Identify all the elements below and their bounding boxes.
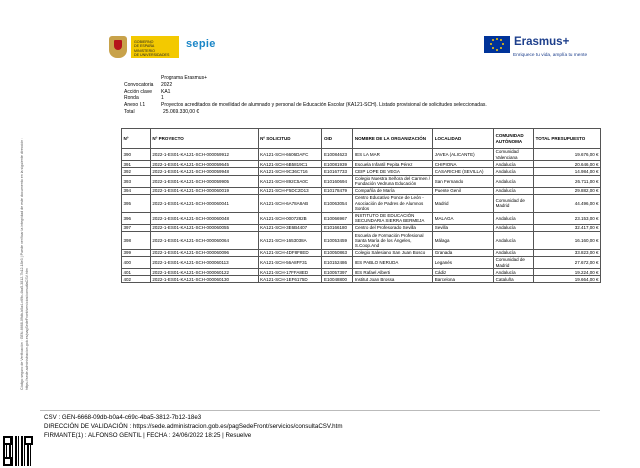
csv-code: CSV : GEN-6668-09db-b0a4-c69c-4ba5-3812-7b12-18e3 xyxy=(44,414,202,421)
cell-oid: E10057397 xyxy=(322,269,353,276)
table-row xyxy=(122,175,601,187)
cell-project: 2022-1-ES01-KA121-SCH-000060055 xyxy=(150,225,258,232)
cell-application: KA121-SCH-9C36C716 xyxy=(258,168,322,175)
cell-number: 390 xyxy=(122,149,151,161)
table-header-row xyxy=(122,129,601,149)
cell-project: 2022-1-ES01-KA121-SCH-000059905 xyxy=(150,175,258,187)
cell-budget: 19.676,00 € xyxy=(534,149,601,161)
header-number: Nº xyxy=(122,129,151,149)
cell-oid: E10066967 xyxy=(322,212,353,224)
cell-region: Andalucía xyxy=(494,232,534,250)
cell-region: Andalucía xyxy=(494,175,534,187)
header-application: Nº SOLICITUD xyxy=(258,129,322,149)
cell-locality: Málaga xyxy=(433,232,494,250)
table-row xyxy=(122,249,601,256)
cell-oid: E10160694 xyxy=(322,175,353,187)
cell-oid: E10166180 xyxy=(322,225,353,232)
table-row xyxy=(122,187,601,194)
cell-number: 398 xyxy=(122,232,151,250)
cell-oid: E10063054 xyxy=(322,194,353,212)
cell-project: 2022-1-ES01-KA121-SCH-000059645 xyxy=(150,161,258,168)
cell-organization: Compañía de María xyxy=(353,187,433,194)
cell-organization: IES PABLO NERUDA xyxy=(353,256,433,268)
cell-locality: Puente Genil xyxy=(433,187,494,194)
cell-number: 401 xyxy=(122,269,151,276)
cell-locality: Barcelona xyxy=(433,276,494,283)
header-organization: NOMBRE DE LA ORGANIZACIÓN xyxy=(353,129,433,149)
signature-footer xyxy=(44,413,343,440)
cell-number: 399 xyxy=(122,249,151,256)
cell-application: KA121-SCH-0007282B xyxy=(258,212,322,224)
cell-budget: 27.672,00 € xyxy=(534,256,601,268)
erasmus-name: Erasmus+ xyxy=(514,36,570,48)
qr-code-icon xyxy=(3,436,33,466)
cell-number: 392 xyxy=(122,168,151,175)
cell-application: KA121-SCH-6A78A8AB xyxy=(258,194,322,212)
cell-application: KA121-SCH-892C5A0C xyxy=(258,175,322,187)
table-row xyxy=(122,225,601,232)
cell-number: 396 xyxy=(122,212,151,224)
ministry-line-1: GOBIERNO xyxy=(134,40,154,44)
cell-organization: INSTITUTO DE EDUCACIÓN SECUNDARIA SIERRA BERMEJA xyxy=(353,212,433,224)
cell-region: Andalucía xyxy=(494,225,534,232)
cell-project: 2022-1-ES01-KA121-SCH-000060064 xyxy=(150,232,258,250)
cell-application: KA121-SCH-56A8FF31 xyxy=(258,256,322,268)
sepie-logo-text: sepie xyxy=(186,38,216,50)
cell-oid: E10084623 xyxy=(322,149,353,161)
anexo-label: Anexo I.1 xyxy=(124,102,146,109)
cell-budget: 26.711,00 € xyxy=(534,175,601,187)
cell-locality: Cádiz xyxy=(433,269,494,276)
cell-locality: JAVEA (ALICANTE) xyxy=(433,149,494,161)
cell-project: 2022-1-ES01-KA121-SCH-000060048 xyxy=(150,212,258,224)
cell-region: Andalucía xyxy=(494,187,534,194)
table-row xyxy=(122,212,601,224)
cell-organization: Centro del Profesorado Sevilla xyxy=(353,225,433,232)
anexo-value: Proyectos acreditados de movilidad de alumnado y personal de Educación Escolar (KA121-SCH). Listado provisional de solicitudes seleccionadas. xyxy=(161,102,487,109)
table-row xyxy=(122,168,601,175)
ronda-value: 1 xyxy=(161,95,164,102)
cell-organization: IES Rafael Alberti xyxy=(353,269,433,276)
cell-oid: E10152486 xyxy=(322,256,353,268)
table-row xyxy=(122,149,601,161)
cell-number: 394 xyxy=(122,187,151,194)
table-row xyxy=(122,256,601,268)
header-locality: LOCALIDAD xyxy=(433,129,494,149)
cell-number: 402 xyxy=(122,276,151,283)
accion-label: Acción clave xyxy=(124,88,153,95)
cell-region: Andalucía xyxy=(494,269,534,276)
signer-line: FIRMANTE(1) : ALFONSO GENTIL | FECHA : 24/06/2022 18:25 | Resuelve xyxy=(44,432,252,439)
cell-locality: Sevilla xyxy=(433,225,494,232)
cell-application: KA121-SCH-1EF6175D xyxy=(258,276,322,283)
cell-project: 2022-1-ES01-KA121-SCH-000060019 xyxy=(150,187,258,194)
cell-number: 400 xyxy=(122,256,151,268)
cell-region: Comunidad Valenciana xyxy=(494,149,534,161)
cell-project: 2022-1-ES01-KA121-SCH-000060096 xyxy=(150,249,258,256)
cell-number: 395 xyxy=(122,194,151,212)
programa-value: Programa Erasmus+ xyxy=(161,75,207,81)
cell-region: Andalucía xyxy=(494,212,534,224)
cell-organization: IES LA MAR xyxy=(353,149,433,161)
cell-application: KA121-SCH-6B5819C1 xyxy=(258,161,322,168)
cell-budget: 20.646,00 € xyxy=(534,161,601,168)
cell-organization: Centro Educativo Ponce de León - Asociación de Padres de Alumnos Sordos xyxy=(353,194,433,212)
cell-number: 391 xyxy=(122,161,151,168)
cell-budget: 16.160,00 € xyxy=(534,232,601,250)
cell-locality: Granada xyxy=(433,249,494,256)
accion-value: KA1 xyxy=(161,88,171,95)
header-project: Nº PROYECTO xyxy=(150,129,258,149)
ministry-band xyxy=(131,36,179,58)
summary-block xyxy=(124,75,487,116)
cell-application: KA121-SCH-6606DAFC xyxy=(258,149,322,161)
cell-locality: CHIPIONA xyxy=(433,161,494,168)
cell-oid: E10048800 xyxy=(322,276,353,283)
total-value: 25.069.330,00 € xyxy=(163,108,200,115)
erasmus-logo xyxy=(484,36,594,62)
convocatoria-label: Convocatoria xyxy=(124,81,154,88)
cell-budget: 29.882,00 € xyxy=(534,187,601,194)
table-row xyxy=(122,232,601,250)
cell-locality: MALAGA xyxy=(433,212,494,224)
validation-address[interactable]: DIRECCIÓN DE VALIDACIÓN : https://sede.administracion.gob.es/pagSedeFront/servicios/consultaCSV.htm xyxy=(44,423,343,430)
ministry-line-2: DE ESPAÑA xyxy=(134,44,155,49)
cell-oid: E10167733 xyxy=(322,168,353,175)
cell-organization: Institut Joan Brossa xyxy=(353,276,433,283)
cell-budget: 14.984,00 € xyxy=(534,168,601,175)
cell-oid: E10081939 xyxy=(322,161,353,168)
total-label: Total xyxy=(124,108,135,115)
cell-region: Andalucía xyxy=(494,249,534,256)
cell-oid: E10053459 xyxy=(322,232,353,250)
table-row xyxy=(122,194,601,212)
footer-divider xyxy=(40,410,600,411)
cell-application: KA121-SCH-1653038A xyxy=(258,232,322,250)
cell-region: Cataluña xyxy=(494,276,534,283)
cell-number: 397 xyxy=(122,225,151,232)
cell-project: 2022-1-ES01-KA121-SCH-000060122 xyxy=(150,269,258,276)
cell-locality: San Fernando xyxy=(433,175,494,187)
side-note-text: Código seguro de Verificación : GEN-6668-09db-b0a4-c69c-4ba5-3812-7b12-18e3 | Puede verificar la integridad de este documento en la siguiente dirección : https://sede.administracion.gob.es/pagSedeFront/servicios/consultaCSV.htm xyxy=(20,137,29,390)
cell-application: KA121-SCH-F5DC2D13 xyxy=(258,187,322,194)
cell-locality: CASARICHE (SEVILLA) xyxy=(433,168,494,175)
cell-organization: Colegio Nuestra Señora del Carmen / Fundación Vedruna Educación xyxy=(353,175,433,187)
cell-project: 2022-1-ES01-KA121-SCH-000060113 xyxy=(150,256,258,268)
cell-project: 2022-1-ES01-KA121-SCH-000059948 xyxy=(150,168,258,175)
coat-of-arms-icon xyxy=(109,36,127,58)
cell-project: 2022-1-ES01-KA121-SCH-000059912 xyxy=(150,149,258,161)
projects-table xyxy=(121,128,601,283)
cell-region: Comunidad de Madrid xyxy=(494,194,534,212)
header-budget: TOTAL PRESUPUESTO xyxy=(534,129,601,149)
cell-oid: E10178479 xyxy=(322,187,353,194)
ministry-line-4: DE UNIVERSIDADES xyxy=(134,53,170,58)
cell-region: Andalucía xyxy=(494,168,534,175)
cell-organization: CEIP LOPE DE VEGA xyxy=(353,168,433,175)
cell-budget: 19.664,00 € xyxy=(534,276,601,283)
cell-application: KA121-SCH-3E6B4407 xyxy=(258,225,322,232)
header-region: COMUNIDAD AUTÓNOMA xyxy=(494,129,534,149)
convocatoria-value: 2022 xyxy=(161,81,173,88)
table-row xyxy=(122,161,601,168)
cell-oid: E10050863 xyxy=(322,249,353,256)
cell-application: KA121-SCH-4DF8F8ED xyxy=(258,249,322,256)
table-row xyxy=(122,269,601,276)
cell-organization: Escuela Infantil Pepita Pérez xyxy=(353,161,433,168)
cell-region: Andalucía xyxy=(494,161,534,168)
header-oid: OID xyxy=(322,129,353,149)
cell-region: Comunidad de Madrid xyxy=(494,256,534,268)
cell-budget: 23.153,00 € xyxy=(534,212,601,224)
sepie-logo xyxy=(186,38,216,50)
cell-budget: 44.496,00 € xyxy=(534,194,601,212)
cell-organization: Escuela de Formación Profesional Santa María de los Ángeles, S.Coop.And xyxy=(353,232,433,250)
cell-budget: 32.417,00 € xyxy=(534,225,601,232)
cell-project: 2022-1-ES01-KA121-SCH-000060130 xyxy=(150,276,258,283)
eu-flag-icon xyxy=(484,36,510,53)
cell-project: 2022-1-ES01-KA121-SCH-000060041 xyxy=(150,194,258,212)
verification-side-note xyxy=(20,110,48,390)
ministry-line-3: MINISTERIO xyxy=(134,48,155,53)
cell-organization: Colegio Salesiano San Juan Bosco xyxy=(353,249,433,256)
cell-budget: 33.823,00 € xyxy=(534,249,601,256)
cell-budget: 19.224,00 € xyxy=(534,269,601,276)
cell-number: 393 xyxy=(122,175,151,187)
table-row xyxy=(122,276,601,283)
ronda-label: Ronda xyxy=(124,95,139,102)
cell-locality: Madrid xyxy=(433,194,494,212)
cell-locality: Leganés xyxy=(433,256,494,268)
cell-application: KA121-SCH-17FFA8ED xyxy=(258,269,322,276)
erasmus-slogan: Enriquece tu vida, amplía tu mente xyxy=(513,53,588,58)
